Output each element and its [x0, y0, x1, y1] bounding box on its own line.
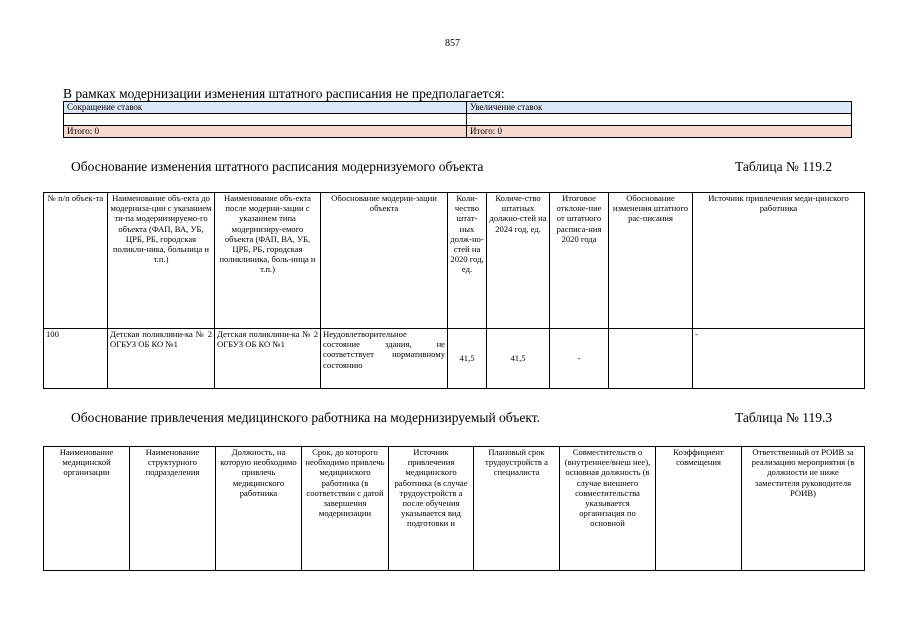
reduction-label: Сокращение ставок [64, 102, 467, 114]
column-header: Должность, на которую необходимо привлечь медицинского работника [216, 447, 302, 571]
worker-source: - [693, 329, 865, 389]
table-row [44, 329, 865, 389]
increase-label: Увеличение ставок [467, 102, 852, 114]
staff-change-table [63, 101, 852, 138]
change-justification [609, 329, 693, 389]
increase-total: Итого: 0 [467, 126, 852, 138]
staff-total-row [64, 126, 852, 138]
object-after: Детская поликлини-ка № 2 ОГБУЗ ОБ КО №1 [215, 329, 321, 389]
staff-heading: В рамках модернизации изменения штатного расписания не предполагается: [63, 86, 505, 101]
staffing-justification-table [43, 192, 865, 389]
reduction-cell [64, 114, 467, 126]
table-119-3-title: Обоснование привлечения медицинского работника на модернизируемый объект. [71, 410, 540, 425]
positions-2020: 41,5 [448, 329, 487, 389]
modernization-reason: Неудовлетворительное состояние здания, не соответствует нормативному состоянию [321, 329, 448, 389]
column-header: Совместительств о (внутреннее/внеш нее), основная должность (в случае внешнего совместительства указывается организация по основной [560, 447, 656, 571]
deviation: - [550, 329, 609, 389]
column-header: Плановый срок трудоустройств а специалиста [474, 447, 560, 571]
column-header: Обоснование изменения штатного рас-писания [609, 193, 693, 329]
object-before: Детская поликлини-ка № 2 ОГБУЗ ОБ КО №1 [108, 329, 215, 389]
page-number: 857 [445, 38, 460, 49]
increase-cell [467, 114, 852, 126]
column-header: Ответственный от РОИВ за реализацию мероприятия (в должности не ниже заместителя руководителя РОИВ) [742, 447, 865, 571]
column-header: Источник привлечения меди-цинского работника [693, 193, 865, 329]
staff-empty-row [64, 114, 852, 126]
table-header-row [44, 193, 865, 329]
staff-header-row [64, 102, 852, 114]
column-header: Обоснование модерни-зации объекта [321, 193, 448, 329]
column-header: Наименование объ-екта после модерни-зации с указанием типа модернизиру-емого объекта (ФАП, ВА, УБ, ЦРБ, РБ, городская поликлиника, боль-ница и т.п.) [215, 193, 321, 329]
column-header: Наименование объ-екта до модерниза-ции с указанием ти-па модернизируемо-го объекта (ФАП, ВА, УБ, ЦРБ, РБ, городская поликли-ника, больница и т.п.) [108, 193, 215, 329]
column-header: Коли-чество штат-ных долж-но-стей на 2020 год, ед. [448, 193, 487, 329]
column-header: Источник привлечения медицинского работника (в случае трудоустройств а после обучения указывается вид подготовки и [389, 447, 474, 571]
column-header: Срок, до которого необходимо привлечь медицинского работника (в соответствии с датой завершения модернизации [302, 447, 389, 571]
table-header-row [44, 447, 865, 571]
column-header: Коэффициент совмещения [656, 447, 742, 571]
column-header: Количе-ство штатных должно-стей на 2024 год, ед. [487, 193, 550, 329]
table-119-3-number: Таблица № 119.3 [735, 410, 833, 425]
table-119-2-title: Обоснование изменения штатного расписания модернизуемого объекта [71, 159, 484, 174]
positions-2024: 41,5 [487, 329, 550, 389]
column-header: Итоговое отклоне-ние от штатного расписа-ния 2020 года [550, 193, 609, 329]
worker-attraction-table [43, 446, 865, 571]
table-119-2-number: Таблица № 119.2 [735, 159, 833, 174]
column-header: № п/п объек-та [44, 193, 108, 329]
column-header: Наименование структурного подразделения [130, 447, 216, 571]
reduction-total: Итого: 0 [64, 126, 467, 138]
object-number: 100 [44, 329, 108, 389]
column-header: Наименование медицинской организации [44, 447, 130, 571]
